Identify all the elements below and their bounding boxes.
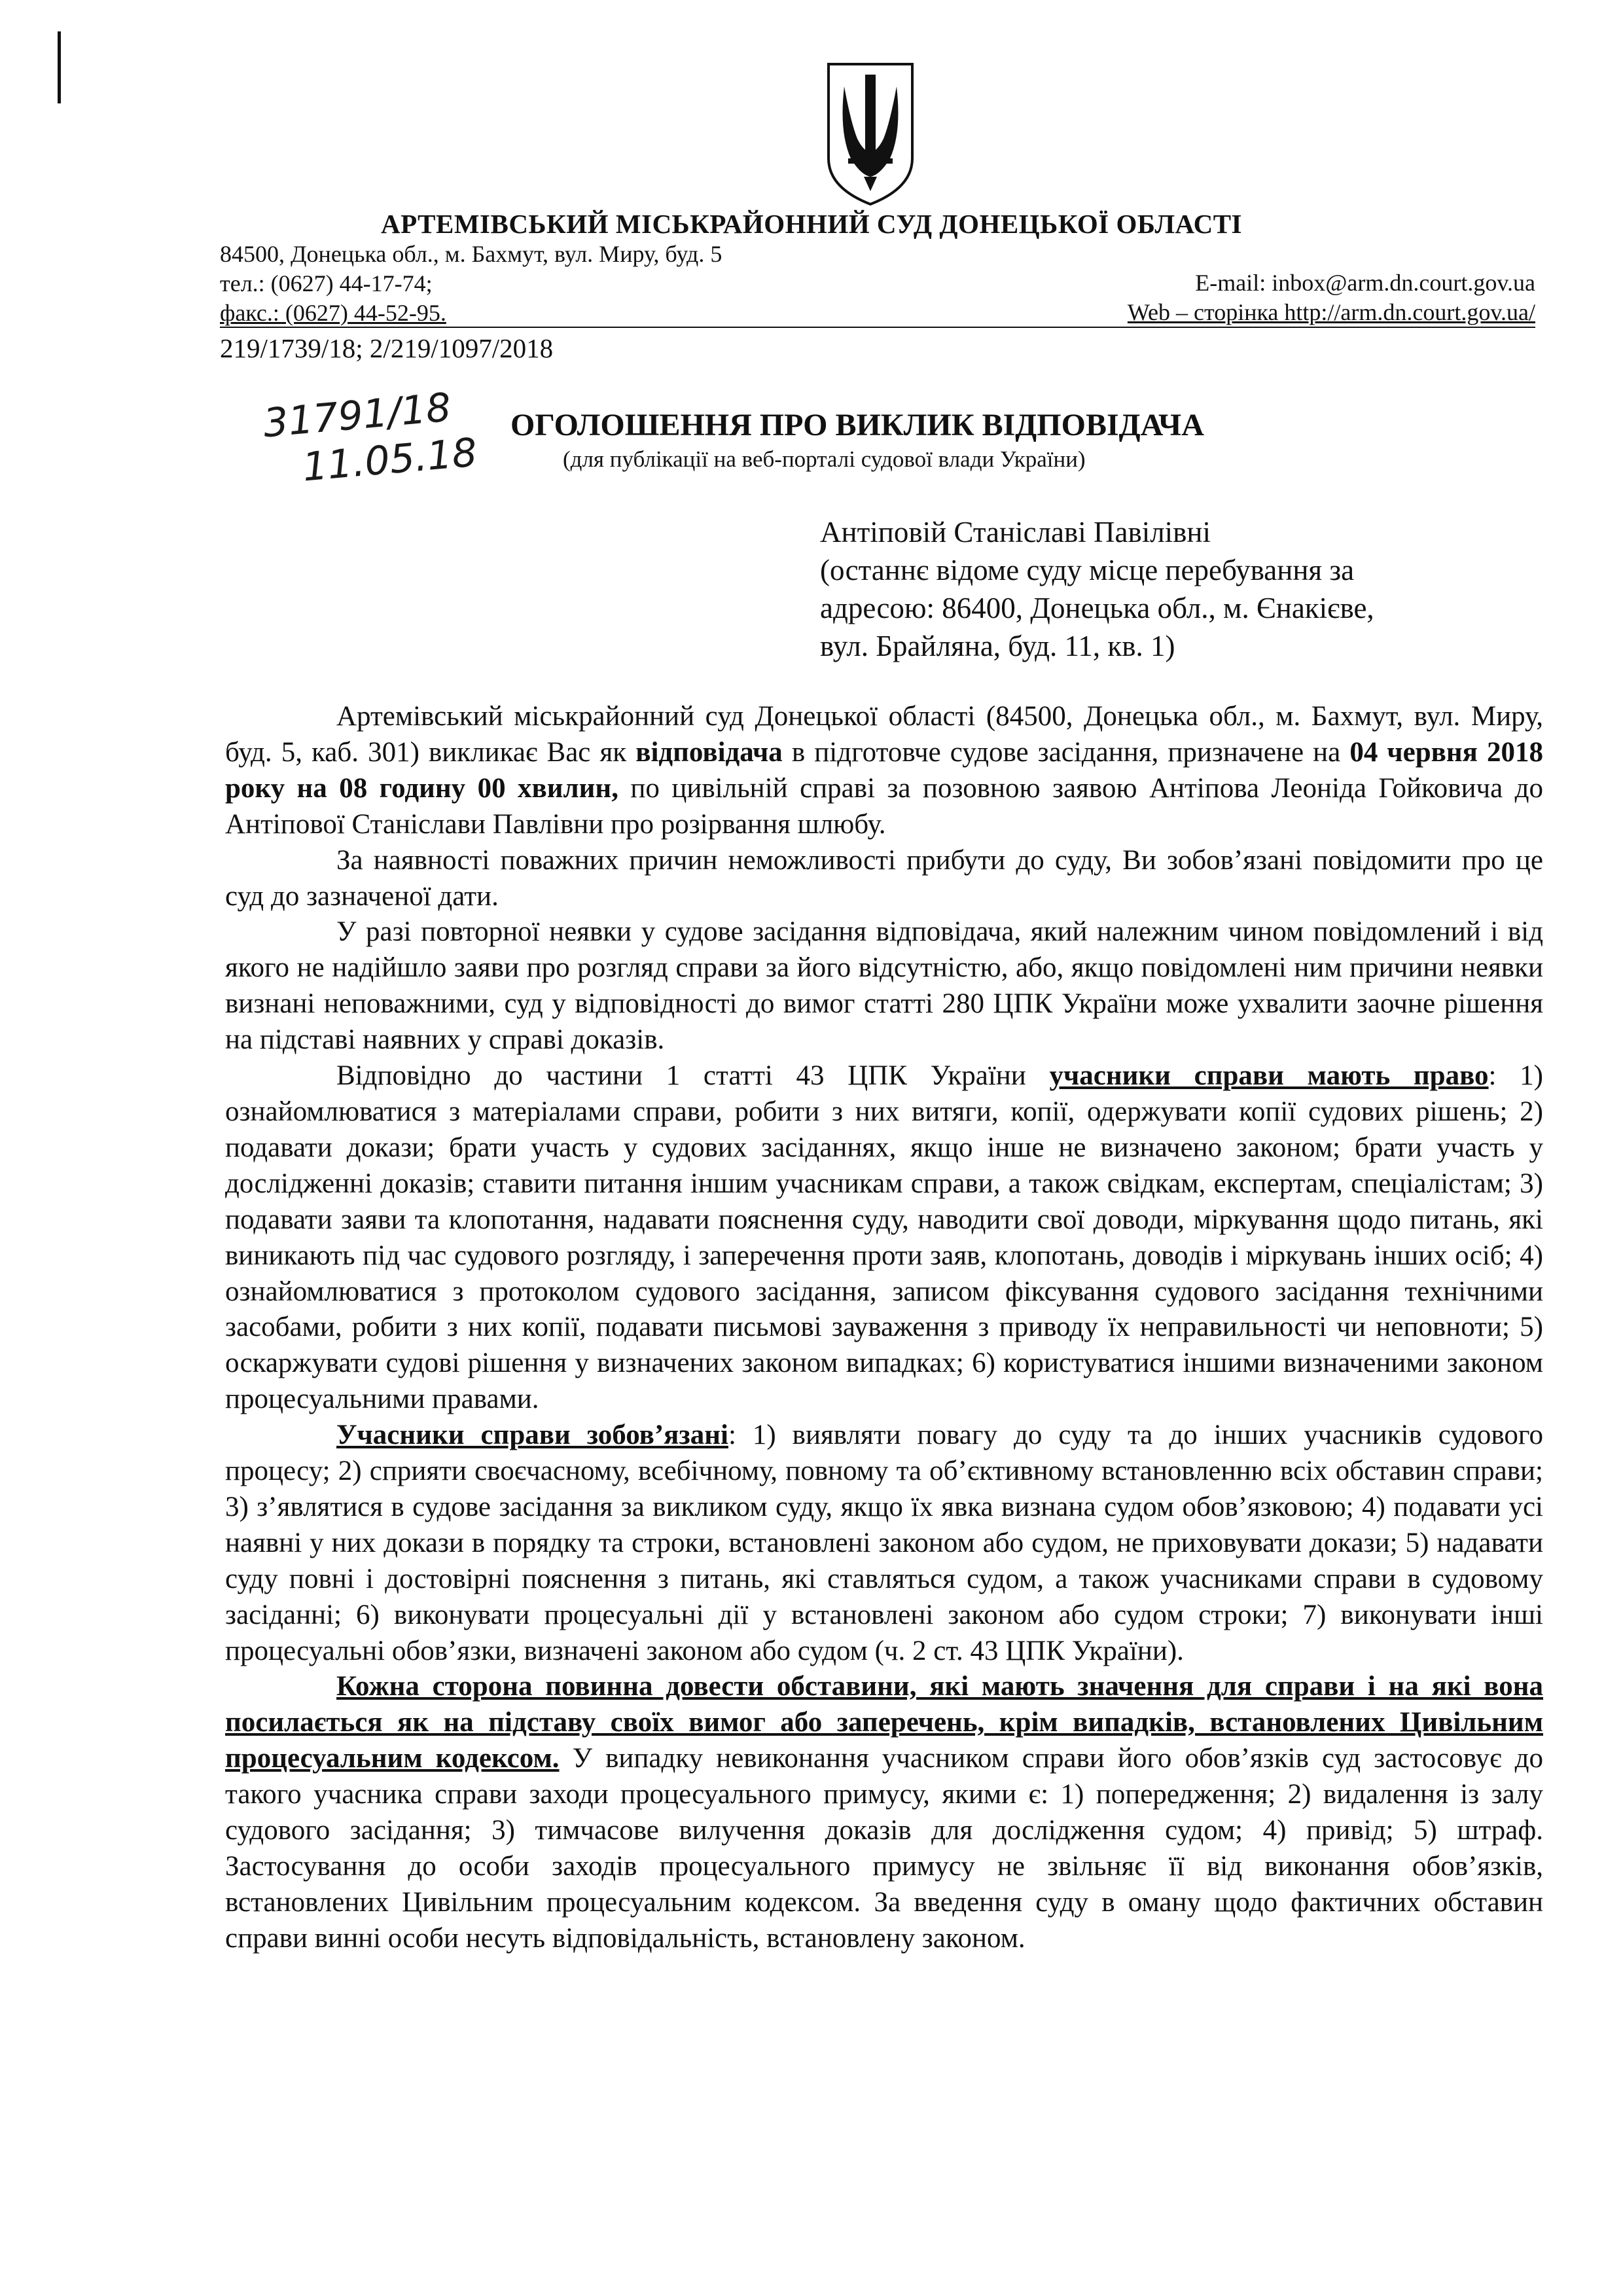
paragraph-rights bbox=[225, 1058, 1543, 1418]
recipient-address-line: вул. Брайляна, буд. 11, кв. 1) bbox=[820, 630, 1175, 662]
case-numbers: 219/1739/18; 2/219/1097/2018 bbox=[220, 333, 554, 363]
document-subtitle: (для публікації на веб-порталі судової влади України) bbox=[563, 446, 1086, 472]
recipient-address-line: адресою: 86400, Донецька обл., м. Єнакієве, bbox=[820, 592, 1374, 624]
bold-respondent: відповідача bbox=[635, 736, 783, 768]
bold-underlined-obligations: Учасники справи зобов’язані bbox=[336, 1420, 728, 1451]
document-title: ОГОЛОШЕННЯ ПРО ВИКЛИК ВІДПОВІДАЧА bbox=[510, 408, 1204, 442]
paragraph-obligations bbox=[225, 1418, 1543, 1669]
handwritten-registration-date: 11.05.18 bbox=[300, 429, 479, 491]
court-website-link[interactable]: Web – сторінка http://arm.dn.court.gov.ua/ bbox=[1127, 299, 1535, 325]
text-span: : 1) ознайомлюватися з матеріалами справи, робити з них витяги, копії, одержувати копії судових рішень; 2) подавати докази; брати участь у судових засіданнях, якщо інше не визначено законом; брати участь у дослідженні доказів; ставити питання іншим учасникам справи, а також свідкам, експертам, спеціалістам; 3) подавати заяви та клопотання, надавати пояснення суду, наводити свої доводи, міркування щодо питань, які виникають під час судового розгляду, і заперечення проти заяв, клопотань, доводів і міркувань інших осіб; 4) ознайомлюватися з протоколом судового засідання, записом фіксування судового засідання технічними засобами, робити з них копії, подавати письмові зауваження з приводу їх неправильності чи неповноти; 5) оскаржувати судові рішення у визначених законом випадках; 6) користуватися іншими визначеними законом процесуальними правами. bbox=[225, 1060, 1543, 1415]
paragraph-notice: За наявності поважних причин неможливості прибути до суду, Ви зобов’язані повідомити про це суд до зазначеної дати. bbox=[225, 844, 1543, 912]
court-address: 84500, Донецька обл., м. Бахмут, вул. Миру, буд. 5 bbox=[220, 241, 722, 267]
court-name: АРТЕМІВСЬКИЙ МІСЬКРАЙОННИЙ СУД ДОНЕЦЬКОЇ ОБЛАСТІ bbox=[380, 209, 1243, 239]
bold-underlined-burden: Кожна сторона повинна довести обставини, які мають значення для справи і на які вона посилається як на підставу своїх вимог або заперечень, крім випадків, встановлених Цивільним процесуальним кодексом. bbox=[225, 1671, 1543, 1774]
handwritten-registration-number: 31791/18 bbox=[261, 384, 453, 447]
court-phone: тел.: (0627) 44-17-74; bbox=[220, 270, 433, 296]
header-divider bbox=[220, 327, 1535, 328]
margin-mark bbox=[58, 31, 61, 103]
court-email: E-mail: inbox@arm.dn.court.gov.ua bbox=[1195, 270, 1535, 296]
coat-of-arms-emblem bbox=[825, 60, 916, 207]
paragraph-burden-of-proof bbox=[225, 1669, 1543, 1956]
bold-underlined-rights: учасники справи мають право bbox=[1049, 1060, 1489, 1092]
text-span: У випадку невиконання учасником справи його обов’язків суд застосовує до такого учасника справи заходи процесуального примусу, якими є: 1) попередження; 2) видалення із залу судового засідання; 3) тимчасове вилучення доказів для дослідження судом; 4) привід; 5) штраф. Застосування до особи заходів процесуального примусу не звільняє її від виконання обов’язків, встановлених Цивільним процесуальним кодексом. За введення суду в оману щодо фактичних обставин справи винні особи несуть відповідальність, встановлену законом. bbox=[225, 1743, 1543, 1954]
paragraph-default-judgment: У разі повторної неявки у судове засідання відповідача, який належним чином повідомлений і від якого не надійшло заяви про розгляд справи за його відсутністю, або, якщо повідомлені ним причини неявки визнані неповажними, суд у відповідності до вимог статті 280 ЦПК України може ухвалити заочне рішення на підставі наявних у справі доказів. bbox=[225, 916, 1543, 1056]
recipient-address-line: (останнє відоме суду місце перебування за bbox=[820, 554, 1355, 586]
document-body bbox=[225, 699, 1543, 1957]
bold-hearing-date: 04 червня 2018 року на 08 годину 00 хвилин, bbox=[225, 736, 1543, 804]
text-span: : 1) виявляти повагу до суду та до інших учасників судового процесу; 2) сприяти своєчасному, всебічному, повному та об’єктивному встановленню всіх обставин справи; 3) з’являтися в судове засідання за викликом суду, якщо їх явка визнана судом обов’язковою; 4) подавати усі наявні у них докази в порядку та строки, встановлені законом або судом, не приховувати докази; 5) надавати суду повні і достовірні пояснення з питань, які ставляться судом, а також учасниками справи в судовому засіданні; 6) виконувати процесуальні дії у встановлені законом або судом строки; 7) виконувати інші процесуальні обов’язки, визначені законом або судом (ч. 2 ст. 43 ЦПК України). bbox=[225, 1420, 1543, 1666]
text-span: в підготовче судове засідання, призначене на bbox=[782, 736, 1350, 768]
paragraph-summons bbox=[225, 699, 1543, 843]
recipient-block bbox=[820, 513, 1374, 665]
text-span: по цивільній справі за позовною заявою Антіпова Леоніда Гойковича до Антіпової Станіслави Павлівни про розірвання шлюбу. bbox=[225, 772, 1543, 840]
court-fax: факс.: (0627) 44-52-95. bbox=[220, 300, 446, 326]
text-span: Відповідно до частини 1 статті 43 ЦПК України bbox=[336, 1060, 1050, 1092]
text-span: Артемівський міськрайонний суд Донецької області (84500, Донецька обл., м. Бахмут, вул. Миру, буд. 5, каб. 301) викликає Вас як bbox=[225, 701, 1543, 768]
recipient-name: Антіповій Станіславі Павілівні bbox=[820, 516, 1211, 548]
